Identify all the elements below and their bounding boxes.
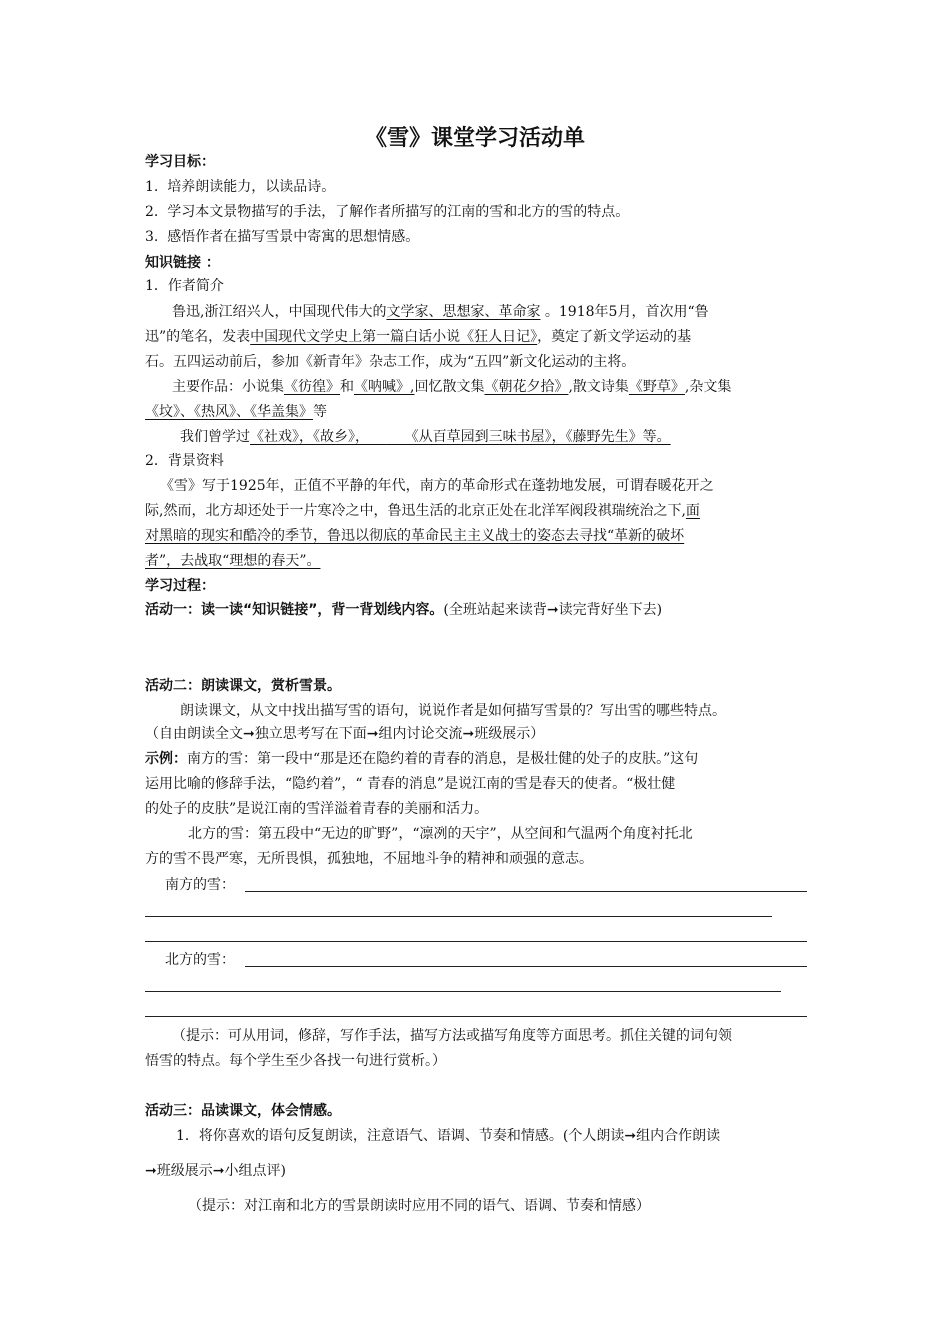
text-run: 鲁迅,浙江绍兴人，中国现代伟大的 — [172, 304, 387, 320]
text-run: 。1918年5月，首次用“鲁 — [540, 304, 709, 320]
north-snow-answer-line[interactable] — [145, 1016, 807, 1017]
underlined-text: 文学家、思想家、革命家 — [386, 304, 541, 320]
activity-two-heading: 活动二：朗读课文，赏析雪景。 — [145, 678, 341, 694]
author-paragraph-line: 石。五四运动前后，参加《新青年》杂志工作，成为“五四”新文化运动的主将。 — [145, 354, 636, 370]
text-run: 主要作品：小说集 — [172, 379, 284, 395]
background-paragraph-line — [145, 501, 700, 521]
underlined-text: 《朝花夕拾》 — [484, 379, 569, 395]
text-run: ,杂文集 — [684, 379, 732, 395]
text-run: 我们曾学过 — [180, 429, 250, 445]
activity-three-heading: 活动三：品读课文，体会情感。 — [145, 1103, 341, 1119]
south-snow-label: 南方的雪： — [165, 877, 235, 893]
underlined-text: 《从百草园到三味书屋》，《藤野先生》等。 — [386, 429, 671, 445]
activity-three-step: 1．将你喜欢的语句反复朗读，注意语气、语调、节奏和情感。(个人朗读➞组内合作朗读 — [176, 1128, 721, 1144]
objective-item: 2. 学习本文景物描写的手法，了解作者所描写的江南的雪和北方的雪的特点。 — [145, 204, 630, 220]
underlined-text: 《野草》 — [628, 379, 685, 395]
text-run: 回忆散文集 — [414, 379, 485, 395]
author-paragraph-line — [145, 327, 691, 347]
hint-line: 悟雪的特点。每个学生至少各找一句进行赏析。） — [145, 1053, 446, 1069]
background-heading: 2．背景资料 — [145, 453, 224, 469]
underlined-text: 中国现代文学史上第一篇白话小说《狂人日记》 — [250, 329, 538, 345]
background-paragraph-line: 者”，去战取“理想的春天”。 — [145, 553, 321, 569]
background-paragraph-line: 《雪》写于1925年，正值不平静的年代，南方的革命形式在蓬勃地发展，可谓春暖花开之 — [160, 478, 714, 494]
underlined-text: 《坟》、《热风》、《华盖集》 — [145, 404, 313, 420]
text-run: 和 — [340, 379, 354, 395]
north-snow-label: 北方的雪： — [165, 952, 235, 968]
north-snow-answer-line[interactable] — [245, 966, 807, 967]
south-snow-answer-line[interactable] — [245, 891, 807, 892]
page-title: 《雪》课堂学习活动单 — [364, 126, 585, 151]
south-snow-answer-line[interactable] — [145, 941, 807, 942]
example-line: 的处子的皮肤”是说江南的雪洋溢着青春的美丽和活力。 — [145, 801, 489, 817]
activity-one-title: 活动一：读一读“知识链接”，背一背划线内容。 — [145, 602, 444, 618]
studied-works-line — [180, 427, 671, 447]
text-run: ，奠定了新文学运动的基 — [537, 329, 692, 345]
objectives-heading: 学习目标： — [145, 154, 215, 170]
example-label: 示例： — [145, 751, 187, 767]
text-run: 等 — [313, 404, 327, 420]
hint-line: （提示：可从用词，修辞，写作手法，描写方法或描写角度等方面思考。抓住关键的词句领 — [172, 1028, 732, 1044]
south-snow-answer-line[interactable] — [145, 916, 772, 917]
text-run: 迅”的笔名，发表 — [145, 329, 251, 345]
objective-item: 3. 感悟作者在描写雪景中寄寓的思想情感。 — [145, 229, 420, 245]
underlined-text: 《彷徨》 — [284, 379, 340, 395]
example-line — [145, 749, 698, 769]
activity-two-prompt: 朗读课文，从文中找出描写雪的语句，说说作者是如何描写雪景的？写出雪的哪些特点。 — [180, 703, 726, 719]
works-line — [172, 377, 731, 397]
underlined-text: 《社戏》，《故乡》， — [250, 429, 387, 445]
activity-one-instructions: (全班站起来读背➞读完背好坐下去) — [443, 602, 663, 618]
works-line — [145, 402, 327, 422]
example-line: 运用比喻的修辞手法，“隐约着”，“ 青春的消息”是说江南的雪是春天的使者。“极壮健 — [145, 776, 676, 792]
activity-three-step: ➞班级展示➞小组点评) — [145, 1163, 286, 1179]
hint-line: （提示：对江南和北方的雪景朗读时应用不同的语气、语调、节奏和情感） — [188, 1198, 650, 1214]
author-paragraph-line — [172, 302, 709, 322]
underlined-text: 《呐喊》, — [354, 379, 415, 395]
north-snow-answer-line[interactable] — [145, 991, 781, 992]
example-line: 北方的雪：第五段中“无边的旷野”，“凛冽的天宇”，从空间和气温两个角度衬托北 — [188, 826, 693, 842]
underlined-text: 面 — [685, 503, 700, 519]
author-intro-heading: 1．作者简介 — [145, 278, 224, 294]
knowledge-heading: 知识链接 ： — [145, 255, 220, 271]
background-paragraph-line: 对黑暗的现实和酷冷的季节，鲁迅以彻底的革命民主主义战士的姿态去寻找“革新的破坏 — [145, 528, 685, 544]
objective-item: 1. 培养朗读能力，以读品诗。 — [145, 179, 336, 195]
text-run: ,散文诗集 — [568, 379, 629, 395]
activity-two-steps: （自由朗读全文➞独立思考写在下面➞组内讨论交流➞班级展示） — [145, 726, 545, 742]
text-run: 南方的雪：第一段中“那是还在隐约着的青春的消息，是极壮健的处子的皮肤。”这句 — [187, 751, 699, 767]
example-line: 方的雪不畏严寒，无所畏惧，孤独地，不屈地斗争的精神和顽强的意志。 — [145, 851, 593, 867]
activity-one — [145, 600, 662, 620]
text-run: 际,然而，北方却还处于一片寒冷之中，鲁迅生活的北京正处在北洋军阀段祺瑞统治之下, — [145, 503, 686, 519]
process-heading: 学习过程： — [145, 578, 215, 594]
